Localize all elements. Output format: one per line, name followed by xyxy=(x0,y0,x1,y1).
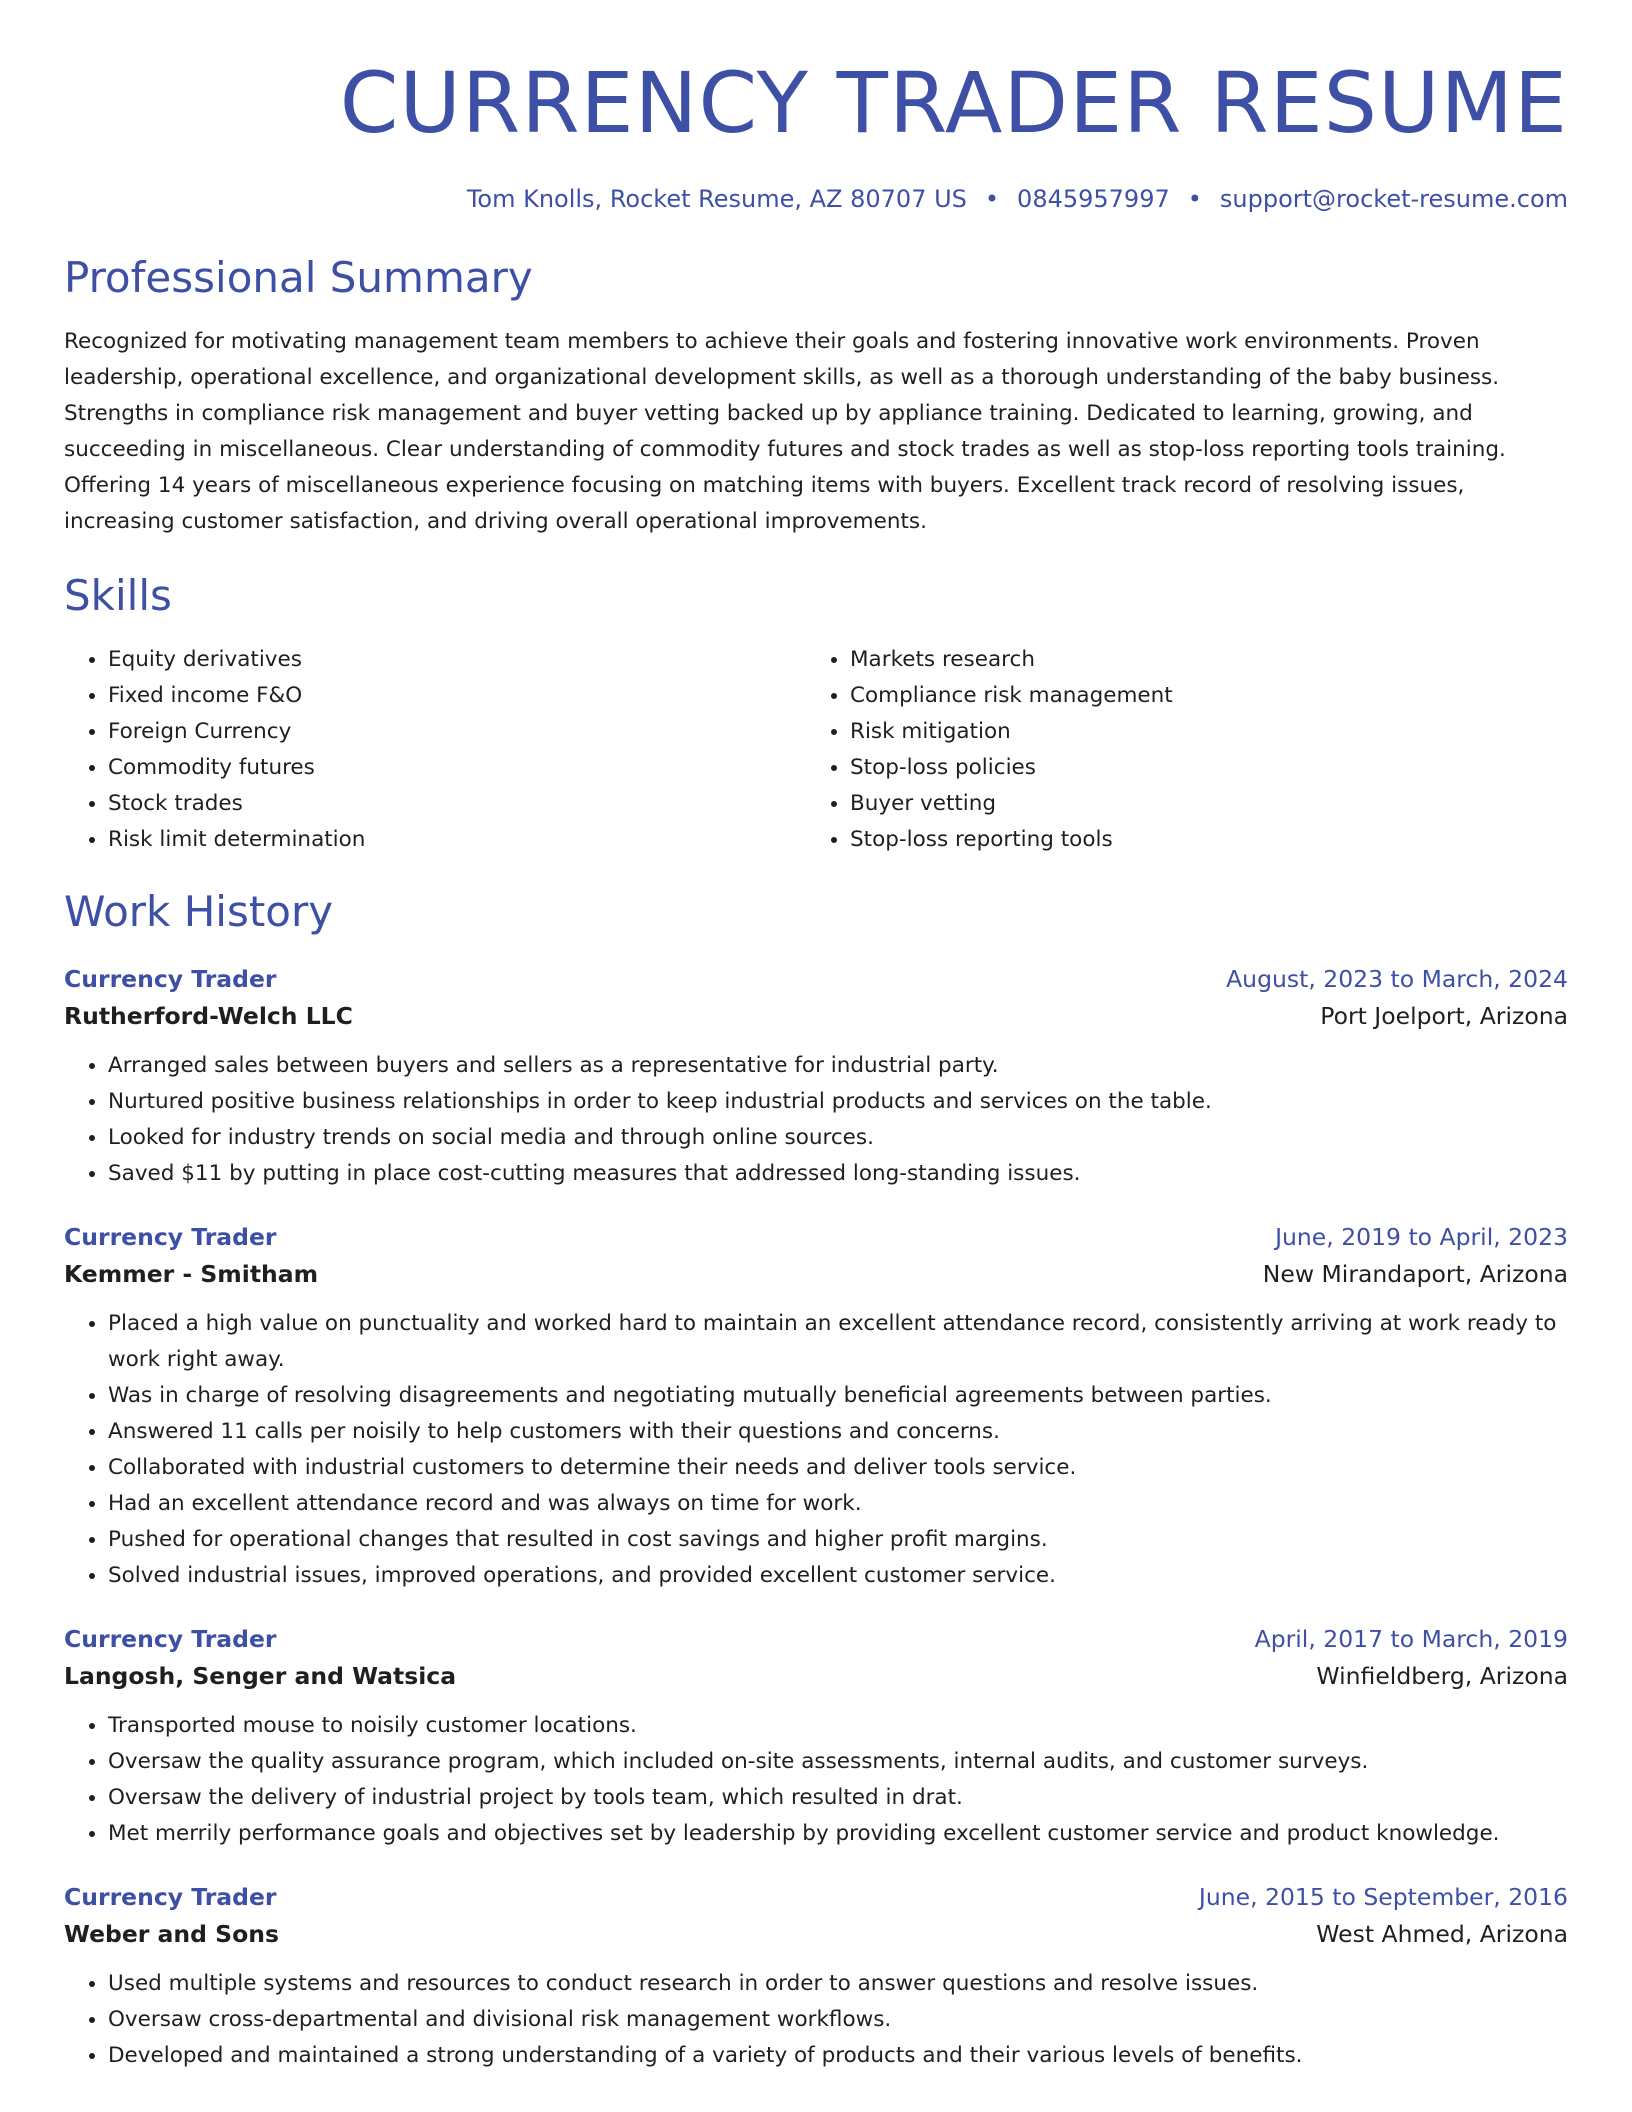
job-dates: April, 2017 to March, 2019 xyxy=(1254,1625,1568,1653)
job-bullet: • Nurtured positive business relationships in order to keep industrial products and services on the table. xyxy=(108,1084,1568,1120)
contact-address: Tom Knolls, Rocket Resume, AZ 80707 US xyxy=(466,185,967,213)
job-bullet: • Solved industrial issues, improved operations, and provided excellent customer service. xyxy=(108,1558,1568,1594)
job-company: Langosh, Senger and Watsica xyxy=(64,1662,457,1690)
contact-line xyxy=(64,184,1568,214)
skills-column-right xyxy=(806,642,1548,858)
job-entry xyxy=(64,1880,1568,2074)
job-bullet: • Placed a high value on punctuality and worked hard to maintain an excellent attendance record, consistently arriving at work ready to work right away. xyxy=(108,1306,1568,1378)
skill-item: • Commodity futures xyxy=(108,750,806,786)
job-bullet: • Met merrily performance goals and objectives set by leadership by providing excellent customer service and product knowledge. xyxy=(108,1816,1568,1852)
job-entry xyxy=(64,1622,1568,1852)
job-bullet: • Oversaw the delivery of industrial project by tools team, which resulted in drat. xyxy=(108,1780,1568,1816)
summary-text: Recognized for motivating management team members to achieve their goals and fostering innovative work environments. Proven leadership, operational excellence, and organizational development skills, as well as a thorough understanding of the baby business. Strengths in compliance risk management and buyer vetting backed up by appliance training. Dedicated to learning, growing, and succeeding in miscellaneous. Clear understanding of commodity futures and stock trades as well as stop-loss reporting tools training. Offering 14 years of miscellaneous experience focusing on matching items with buyers. Excellent track record of resolving issues, increasing customer satisfaction, and driving overall operational improvements. xyxy=(64,329,1506,534)
job-dates: June, 2019 to April, 2023 xyxy=(1275,1223,1568,1251)
section-title-skills: Skills xyxy=(64,571,172,620)
section-title-work-history: Work History xyxy=(64,887,334,936)
job-bullet: • Developed and maintained a strong understanding of a variety of products and their various levels of benefits. xyxy=(108,2038,1568,2074)
job-bullets xyxy=(64,1708,1568,1852)
job-bullets xyxy=(64,1306,1568,1594)
job-title: Currency Trader xyxy=(64,965,277,993)
skill-item: • Buyer vetting xyxy=(850,786,1548,822)
job-title: Currency Trader xyxy=(64,1223,277,1251)
job-bullet: • Used multiple systems and resources to conduct research in order to answer questions and resolve issues. xyxy=(108,1966,1568,2002)
skill-item: • Risk mitigation xyxy=(850,714,1548,750)
job-bullets xyxy=(64,1048,1568,1192)
skills-column-left xyxy=(64,642,806,858)
job-bullet: • Collaborated with industrial customers to determine their needs and deliver tools service. xyxy=(108,1450,1568,1486)
job-bullets xyxy=(64,1966,1568,2074)
contact-phone: 0845957997 xyxy=(1017,185,1170,213)
job-bullet: • Arranged sales between buyers and sellers as a representative for industrial party. xyxy=(108,1048,1568,1084)
skill-item: • Equity derivatives xyxy=(108,642,806,678)
job-company: Kemmer - Smitham xyxy=(64,1260,319,1288)
contact-email: support@rocket-resume.com xyxy=(1219,185,1568,213)
job-location: New Mirandaport, Arizona xyxy=(1262,1260,1568,1288)
job-entry xyxy=(64,1220,1568,1594)
section-title-summary: Professional Summary xyxy=(64,253,533,302)
job-bullet: • Was in charge of resolving disagreements and negotiating mutually beneficial agreements between parties. xyxy=(108,1378,1568,1414)
job-location: West Ahmed, Arizona xyxy=(1316,1920,1568,1948)
job-company: Rutherford-Welch LLC xyxy=(64,1002,353,1030)
job-title: Currency Trader xyxy=(64,1883,277,1911)
contact-separator: • xyxy=(1187,185,1202,213)
skills-list xyxy=(64,642,1568,858)
job-bullet: • Had an excellent attendance record and was always on time for work. xyxy=(108,1486,1568,1522)
job-dates: August, 2023 to March, 2024 xyxy=(1226,965,1568,993)
job-location: Port Joelport, Arizona xyxy=(1320,1002,1568,1030)
skill-item: • Stop-loss policies xyxy=(850,750,1548,786)
skill-item: • Foreign Currency xyxy=(108,714,806,750)
skill-item: • Fixed income F&O xyxy=(108,678,806,714)
job-dates: June, 2015 to September, 2016 xyxy=(1198,1883,1568,1911)
job-location: Winfieldberg, Arizona xyxy=(1316,1662,1568,1690)
contact-separator: • xyxy=(984,185,1000,213)
skill-item: • Risk limit determination xyxy=(108,822,806,858)
skill-item: • Compliance risk management xyxy=(850,678,1548,714)
skill-item: • Stop-loss reporting tools xyxy=(850,822,1548,858)
job-company: Weber and Sons xyxy=(64,1920,279,1948)
skill-item: • Markets research xyxy=(850,642,1548,678)
job-bullet: • Answered 11 calls per noisily to help customers with their questions and concerns. xyxy=(108,1414,1568,1450)
job-entry xyxy=(64,962,1568,1192)
job-bullet: • Transported mouse to noisily customer locations. xyxy=(108,1708,1568,1744)
job-bullet: • Pushed for operational changes that resulted in cost savings and higher profit margins. xyxy=(108,1522,1568,1558)
job-bullet: • Oversaw cross-departmental and divisional risk management workflows. xyxy=(108,2002,1568,2038)
skill-item: • Stock trades xyxy=(108,786,806,822)
job-bullet: • Saved $11 by putting in place cost-cutting measures that addressed long-standing issues. xyxy=(108,1156,1568,1192)
job-bullet: • Looked for industry trends on social media and through online sources. xyxy=(108,1120,1568,1156)
job-bullet: • Oversaw the quality assurance program, which included on-site assessments, internal audits, and customer surveys. xyxy=(108,1744,1568,1780)
page-title: CURRENCY TRADER RESUME xyxy=(339,54,1568,152)
job-title: Currency Trader xyxy=(64,1625,277,1653)
